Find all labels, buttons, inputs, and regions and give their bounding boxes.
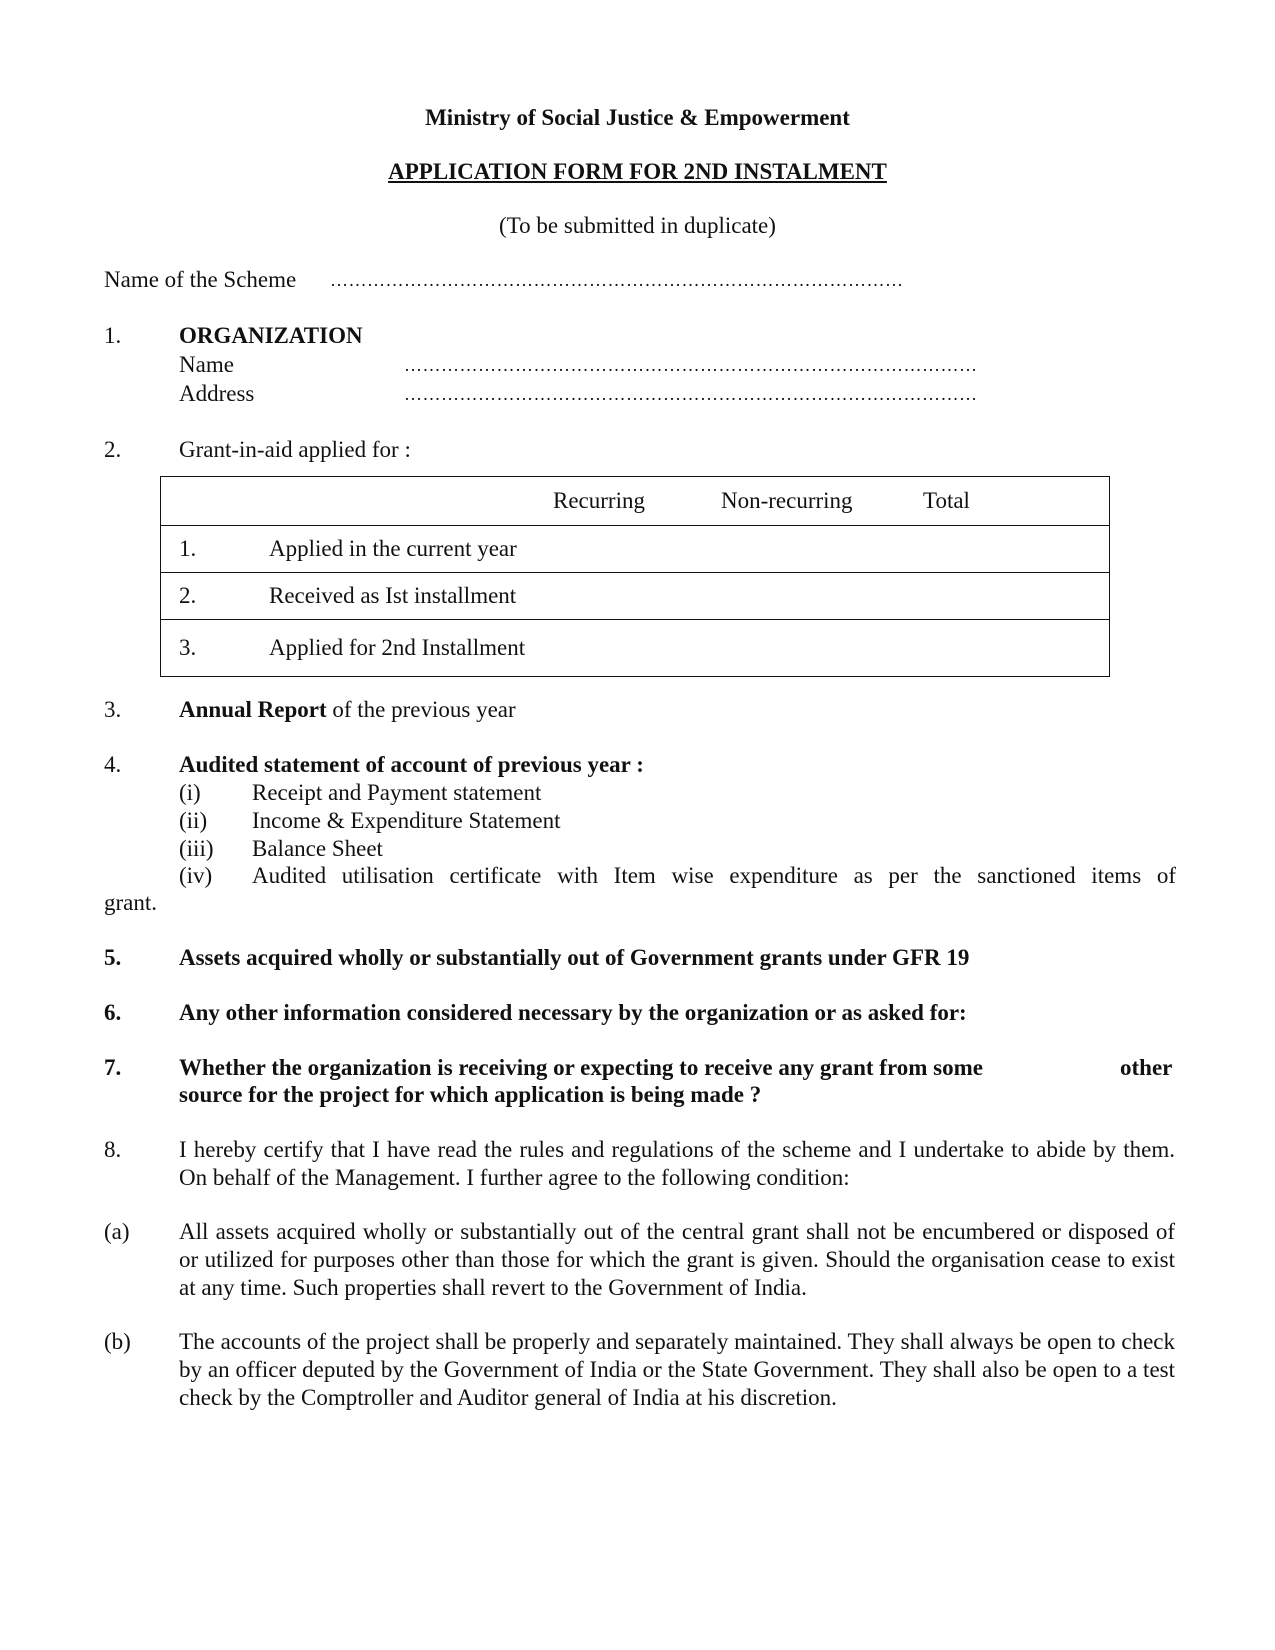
table-row: [161, 620, 1110, 677]
assets-item: Assets acquired wholly or substantially out of Government grants under GFR 19: [179, 945, 970, 970]
org-name-label: Name: [179, 352, 234, 377]
row-number: 3.: [161, 620, 270, 677]
section-8-number: 8.: [104, 1137, 122, 1162]
org-address-label: Address: [179, 381, 255, 406]
section-5-number: 5.: [104, 945, 122, 970]
other-info-item: Any other information considered necessary by the organization or as asked for:: [179, 1000, 967, 1025]
section-2-number: 2.: [104, 437, 122, 462]
section-7-number: 7.: [104, 1055, 122, 1080]
col-non-recurring: Non-recurring: [721, 488, 853, 513]
condition-b-label: (b): [104, 1329, 131, 1354]
other-grant-line-1: Whether the organization is receiving or expecting to receive any grant from some: [179, 1055, 983, 1080]
sub-item-text: Balance Sheet: [252, 836, 383, 861]
row-label: Received as Ist installment: [269, 573, 1110, 620]
annual-report-rest: of the previous year: [326, 697, 516, 722]
scheme-label: Name of the Scheme: [104, 267, 297, 292]
scheme-field[interactable]: …………………………………………………………………………………: [330, 270, 904, 290]
annual-report-item: [179, 696, 516, 724]
row-number: 2.: [161, 573, 270, 620]
table-row: [161, 573, 1110, 620]
certification-text: I hereby certify that I have read the rules and regulations of the scheme and I undertake to abide by them. On behalf of the Management. I further agree to the following condition:: [179, 1137, 1175, 1190]
col-recurring: Recurring: [553, 488, 645, 513]
sub-item-text: Receipt and Payment statement: [252, 780, 542, 805]
table-row: [161, 526, 1110, 573]
condition-a-text: All assets acquired wholly or substantially out of the central grant shall not be encumbered or disposed of or utilized for purposes other than those for which the grant is given. Should the organisation cease to exist at any time. Such properties shall revert to the Government of India.: [179, 1219, 1175, 1300]
form-title: APPLICATION FORM FOR 2ND INSTALMENT: [388, 159, 887, 184]
condition-a-label: (a): [104, 1219, 130, 1244]
grant-in-aid-label: Grant-in-aid applied for :: [179, 437, 411, 462]
submission-note: (To be submitted in duplicate): [499, 213, 776, 238]
sub-item-number: (iv): [179, 863, 213, 888]
sub-item-text: Income & Expenditure Statement: [252, 808, 561, 833]
other-grant-line-2: source for the project for which application is being made ?: [179, 1082, 762, 1107]
row-label: Applied in the current year: [269, 526, 1110, 573]
audited-statement-heading: Audited statement of account of previous year :: [179, 752, 644, 777]
ministry-heading: Ministry of Social Justice & Empowerment: [425, 105, 850, 130]
row-number: 1.: [161, 526, 270, 573]
org-name-field[interactable]: …………………………………………………………………………………: [404, 355, 978, 375]
organization-heading: ORGANIZATION: [179, 323, 363, 348]
condition-b-text: The accounts of the project shall be properly and separately maintained. They shall always be open to check by an officer deputed by the Government of India or the State Government. They shall also be open to a test check by the Comptroller and Auditor general of India at his discretion.: [179, 1329, 1175, 1410]
sub-item-number: (i): [179, 780, 201, 805]
section-6-number: 6.: [104, 1000, 122, 1025]
sub-item-number: (iii): [179, 836, 214, 861]
sub-item-text: Audited utilisation certificate with Item wise expenditure as per the sanctioned items of: [252, 863, 1176, 888]
row-label: Applied for 2nd Installment: [269, 620, 1110, 677]
grant-table: [160, 476, 1110, 677]
annual-report-bold: Annual Report: [179, 697, 327, 722]
org-address-field[interactable]: …………………………………………………………………………………: [404, 384, 978, 404]
section-1-number: 1.: [104, 323, 122, 348]
section-3-number: 3.: [104, 697, 122, 722]
sub-item-number: (ii): [179, 808, 208, 833]
section-4-number: 4.: [104, 752, 122, 777]
sub-item-tail: grant.: [104, 890, 158, 915]
grant-table-header: [161, 477, 1110, 526]
other-grant-line-1-end: other: [1120, 1055, 1173, 1080]
col-total: Total: [923, 488, 970, 513]
